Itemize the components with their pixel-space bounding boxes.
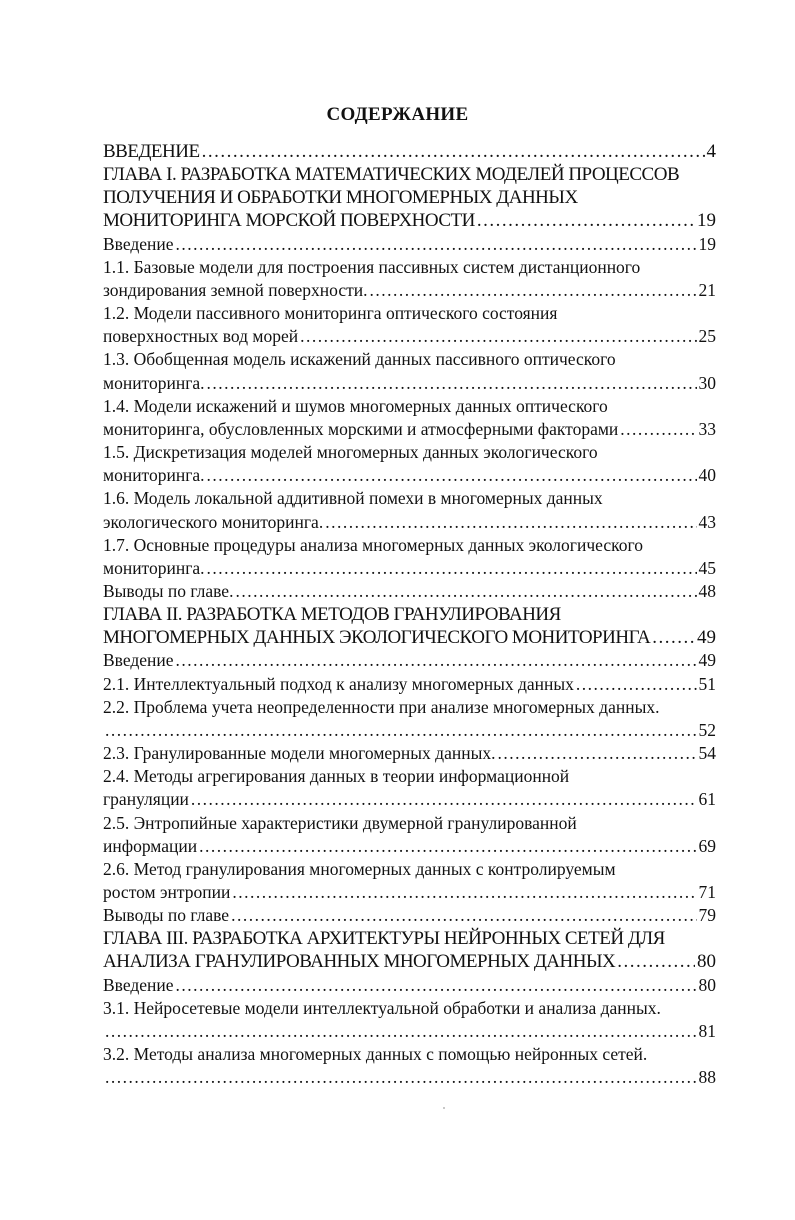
dot-leader [105,1020,697,1043]
toc-section-entry [103,812,716,858]
toc-entry-title-last-line: зондирования земной поверхности. [103,279,368,300]
toc-entry-title-last-line: 2.3. Гранулированные модели многомерных данных. [103,743,496,764]
toc-page-number: 45 [698,557,716,578]
toc-section-entry [103,233,716,256]
toc-entry-leader-line [103,580,716,603]
toc-section-entry [103,348,716,394]
toc-page-number: 19 [698,233,716,254]
toc-entry-title-last-line: МОНИТОРИНГА МОРСКОЙ ПОВЕРХНОСТИ [103,210,475,232]
toc-entry-title-last-line: Выводы по главе. [103,580,234,601]
dot-leader [199,835,696,858]
toc-page-number: 71 [698,882,716,902]
toc-chapter-entry [103,927,716,973]
toc-entry-title-last-line: поверхностных вод морей [103,326,299,347]
dot-leader [300,325,696,348]
dot-leader [617,950,695,973]
dot-leader [231,904,696,927]
dot-leader [620,418,696,441]
toc-entry-leader-line [103,904,716,927]
toc-page-number: 79 [698,905,716,926]
toc-page-number: 40 [698,465,716,486]
dot-leader [105,1066,697,1089]
toc-section-entry [103,673,716,696]
toc-section-entry [103,765,716,811]
toc-page-number: 43 [698,511,716,532]
toc-entry-title-last-line: мониторинга, обусловленных морскими и атмосферными факторами [103,418,619,439]
toc-page-number: 33 [698,418,716,439]
toc-entry-title-line: 2.5. Энтропийные характеристики двумерной гранулированной [103,812,577,833]
toc-entry-title-last-line: информации [103,835,198,856]
toc-entry-title-line: 1.1. Базовые модели для построения пассивных систем дистанционного [103,256,641,277]
toc-entry-leader-line [103,325,716,348]
toc-section-entry [103,395,716,441]
toc-section-entry [103,904,716,927]
toc-entry-title-last-line: Выводы по главе [103,905,230,926]
toc-entry-title-line: 1.5. Дискретизация моделей многомерных данных экологического [103,442,598,463]
toc-entry-title-last-line: ростом энтропии [103,882,231,902]
toc-entry-leader-line [103,372,716,395]
toc-entry-leader-line [103,418,716,441]
toc-page-number: 4 [706,141,716,162]
toc-entry-leader-line [103,881,716,904]
toc-entry-leader-line [103,974,716,997]
dot-leader [235,580,696,603]
toc-page-number: 88 [698,1067,716,1088]
dot-leader [176,233,697,256]
toc-section-entry [103,696,716,742]
toc-entry-title-last-line: экологического мониторинга. [103,511,324,532]
toc-page-number: 52 [698,719,716,740]
toc-entry-leader-line [103,950,716,973]
toc-entry-title-last-line: АНАЛИЗА ГРАНУЛИРОВАННЫХ МНОГОМЕРНЫХ ДАННЫХ [103,951,616,973]
dot-leader [176,974,697,997]
toc-entry-title-line: 1.4. Модели искажений и шумов многомерных данных оптического [103,395,608,416]
toc-page-number: 69 [698,835,716,856]
toc-entry-title-line: 1.7. Основные процедуры анализа многомерных данных экологического [103,534,643,555]
toc-entry-leader-line [103,140,716,163]
toc-entry-title-line: ГЛАВА I. РАЗРАБОТКА МАТЕМАТИЧЕСКИХ МОДЕЛЕЙ ПРОЦЕССОВ [103,164,680,186]
toc-section-entry [103,487,716,533]
toc-entry-title-last-line: мониторинга. [103,372,205,393]
toc-entry-leader-line [103,719,716,742]
toc-entry-leader-line [103,835,716,858]
dot-leader [576,673,697,696]
toc-section-entry [103,256,716,302]
toc-entry-title-last-line: Введение [103,974,174,995]
toc-section-entry [103,302,716,348]
page-title: СОДЕРЖАНИЕ [326,104,469,125]
toc-entry-title-line: ПОЛУЧЕНИЯ И ОБРАБОТКИ МНОГОМЕРНЫХ ДАННЫХ [103,187,578,209]
toc-section-entry [103,441,716,487]
dot-leader [370,279,697,302]
toc-entry-leader-line [103,626,716,649]
toc-page-number: 21 [698,279,716,300]
dot-leader [207,557,697,580]
dot-leader [497,742,696,765]
toc-section-entry [103,997,716,1043]
toc-section-entry [103,858,716,904]
toc-page-number: 80 [698,974,716,995]
toc-chapter-entry [103,140,716,163]
toc-page-number: 48 [698,580,716,601]
dot-leader [232,881,696,904]
toc-entry-title-line: 1.6. Модель локальной аддитивной помехи в многомерных данных [103,488,603,509]
toc-entry-title-line: 2.6. Метод гранулирования многомерных данных с контролируемым [103,858,616,879]
toc-entry-leader-line [103,1066,716,1089]
toc-entry-title-last-line: мониторинга. [103,465,205,486]
toc-page-number: 61 [698,789,716,810]
dot-leader [652,626,695,649]
toc-entry-title-line: 2.2. Проблема учета неопределенности при анализе многомерных данных. [103,696,660,717]
toc-entry-title-last-line: ВВЕДЕНИЕ [103,141,200,162]
dot-leader [477,209,695,232]
toc-entry-title-line: ГЛАВА III. РАЗРАБОТКА АРХИТЕКТУРЫ НЕЙРОННЫХ СЕТЕЙ ДЛЯ [103,928,665,950]
toc-entry-leader-line [103,233,716,256]
toc-section-entry [103,649,716,672]
dot-leader [191,788,697,811]
dot-leader [325,511,696,534]
toc-entry-title-last-line: МНОГОМЕРНЫХ ДАННЫХ ЭКОЛОГИЧЕСКОГО МОНИТОРИНГА [103,627,651,649]
dot-leader [207,464,697,487]
table-of-contents [103,140,716,1089]
toc-entry-title-line: 1.3. Обобщенная модель искажений данных пассивного оптического [103,349,616,370]
toc-page-number: 25 [698,326,716,347]
toc-page-number: 54 [698,743,716,764]
toc-entry-leader-line [103,1020,716,1043]
toc-chapter-entry [103,603,716,649]
toc-page-number: 30 [698,372,716,393]
toc-page-number: 81 [698,1020,716,1041]
toc-entry-title-line: ГЛАВА II. РАЗРАБОТКА МЕТОДОВ ГРАНУЛИРОВАНИЯ [103,604,561,626]
dot-leader [202,140,705,163]
toc-page-number: 80 [697,951,716,973]
toc-entry-title-line: 1.2. Модели пассивного мониторинга оптического состояния [103,303,558,324]
toc-entry-leader-line [103,279,716,302]
toc-section-entry [103,1043,716,1089]
toc-section-entry [103,742,716,765]
scan-speck [443,1107,445,1109]
toc-entry-title-last-line: Введение [103,233,174,254]
toc-section-entry [103,534,716,580]
toc-entry-title-line: 3.1. Нейросетевые модели интеллектуальной обработки и анализа данных. [103,997,661,1018]
toc-entry-title-line: 2.4. Методы агрегирования данных в теории информационной [103,766,570,787]
toc-entry-leader-line [103,511,716,534]
dot-leader [176,649,697,672]
toc-entry-leader-line [103,209,716,232]
toc-page-number: 19 [697,210,716,232]
toc-entry-leader-line [103,464,716,487]
toc-page-number: 49 [698,650,716,671]
toc-entry-title-last-line: мониторинга. [103,557,205,578]
toc-entry-leader-line [103,649,716,672]
dot-leader [207,372,697,395]
toc-section-entry [103,580,716,603]
toc-entry-leader-line [103,557,716,580]
toc-page-number: 49 [697,627,716,649]
dot-leader [105,719,697,742]
toc-section-entry [103,974,716,997]
toc-entry-title-last-line: Введение [103,650,174,671]
toc-chapter-entry [103,163,716,232]
toc-entry-leader-line [103,742,716,765]
toc-page-number: 51 [698,673,716,694]
toc-entry-leader-line [103,673,716,696]
toc-entry-title-last-line: 2.1. Интеллектуальный подход к анализу многомерных данных [103,673,574,694]
toc-entry-title-last-line: грануляции [103,789,189,810]
toc-entry-title-line: 3.2. Методы анализа многомерных данных с помощью нейронных сетей. [103,1044,648,1065]
toc-entry-leader-line [103,788,716,811]
